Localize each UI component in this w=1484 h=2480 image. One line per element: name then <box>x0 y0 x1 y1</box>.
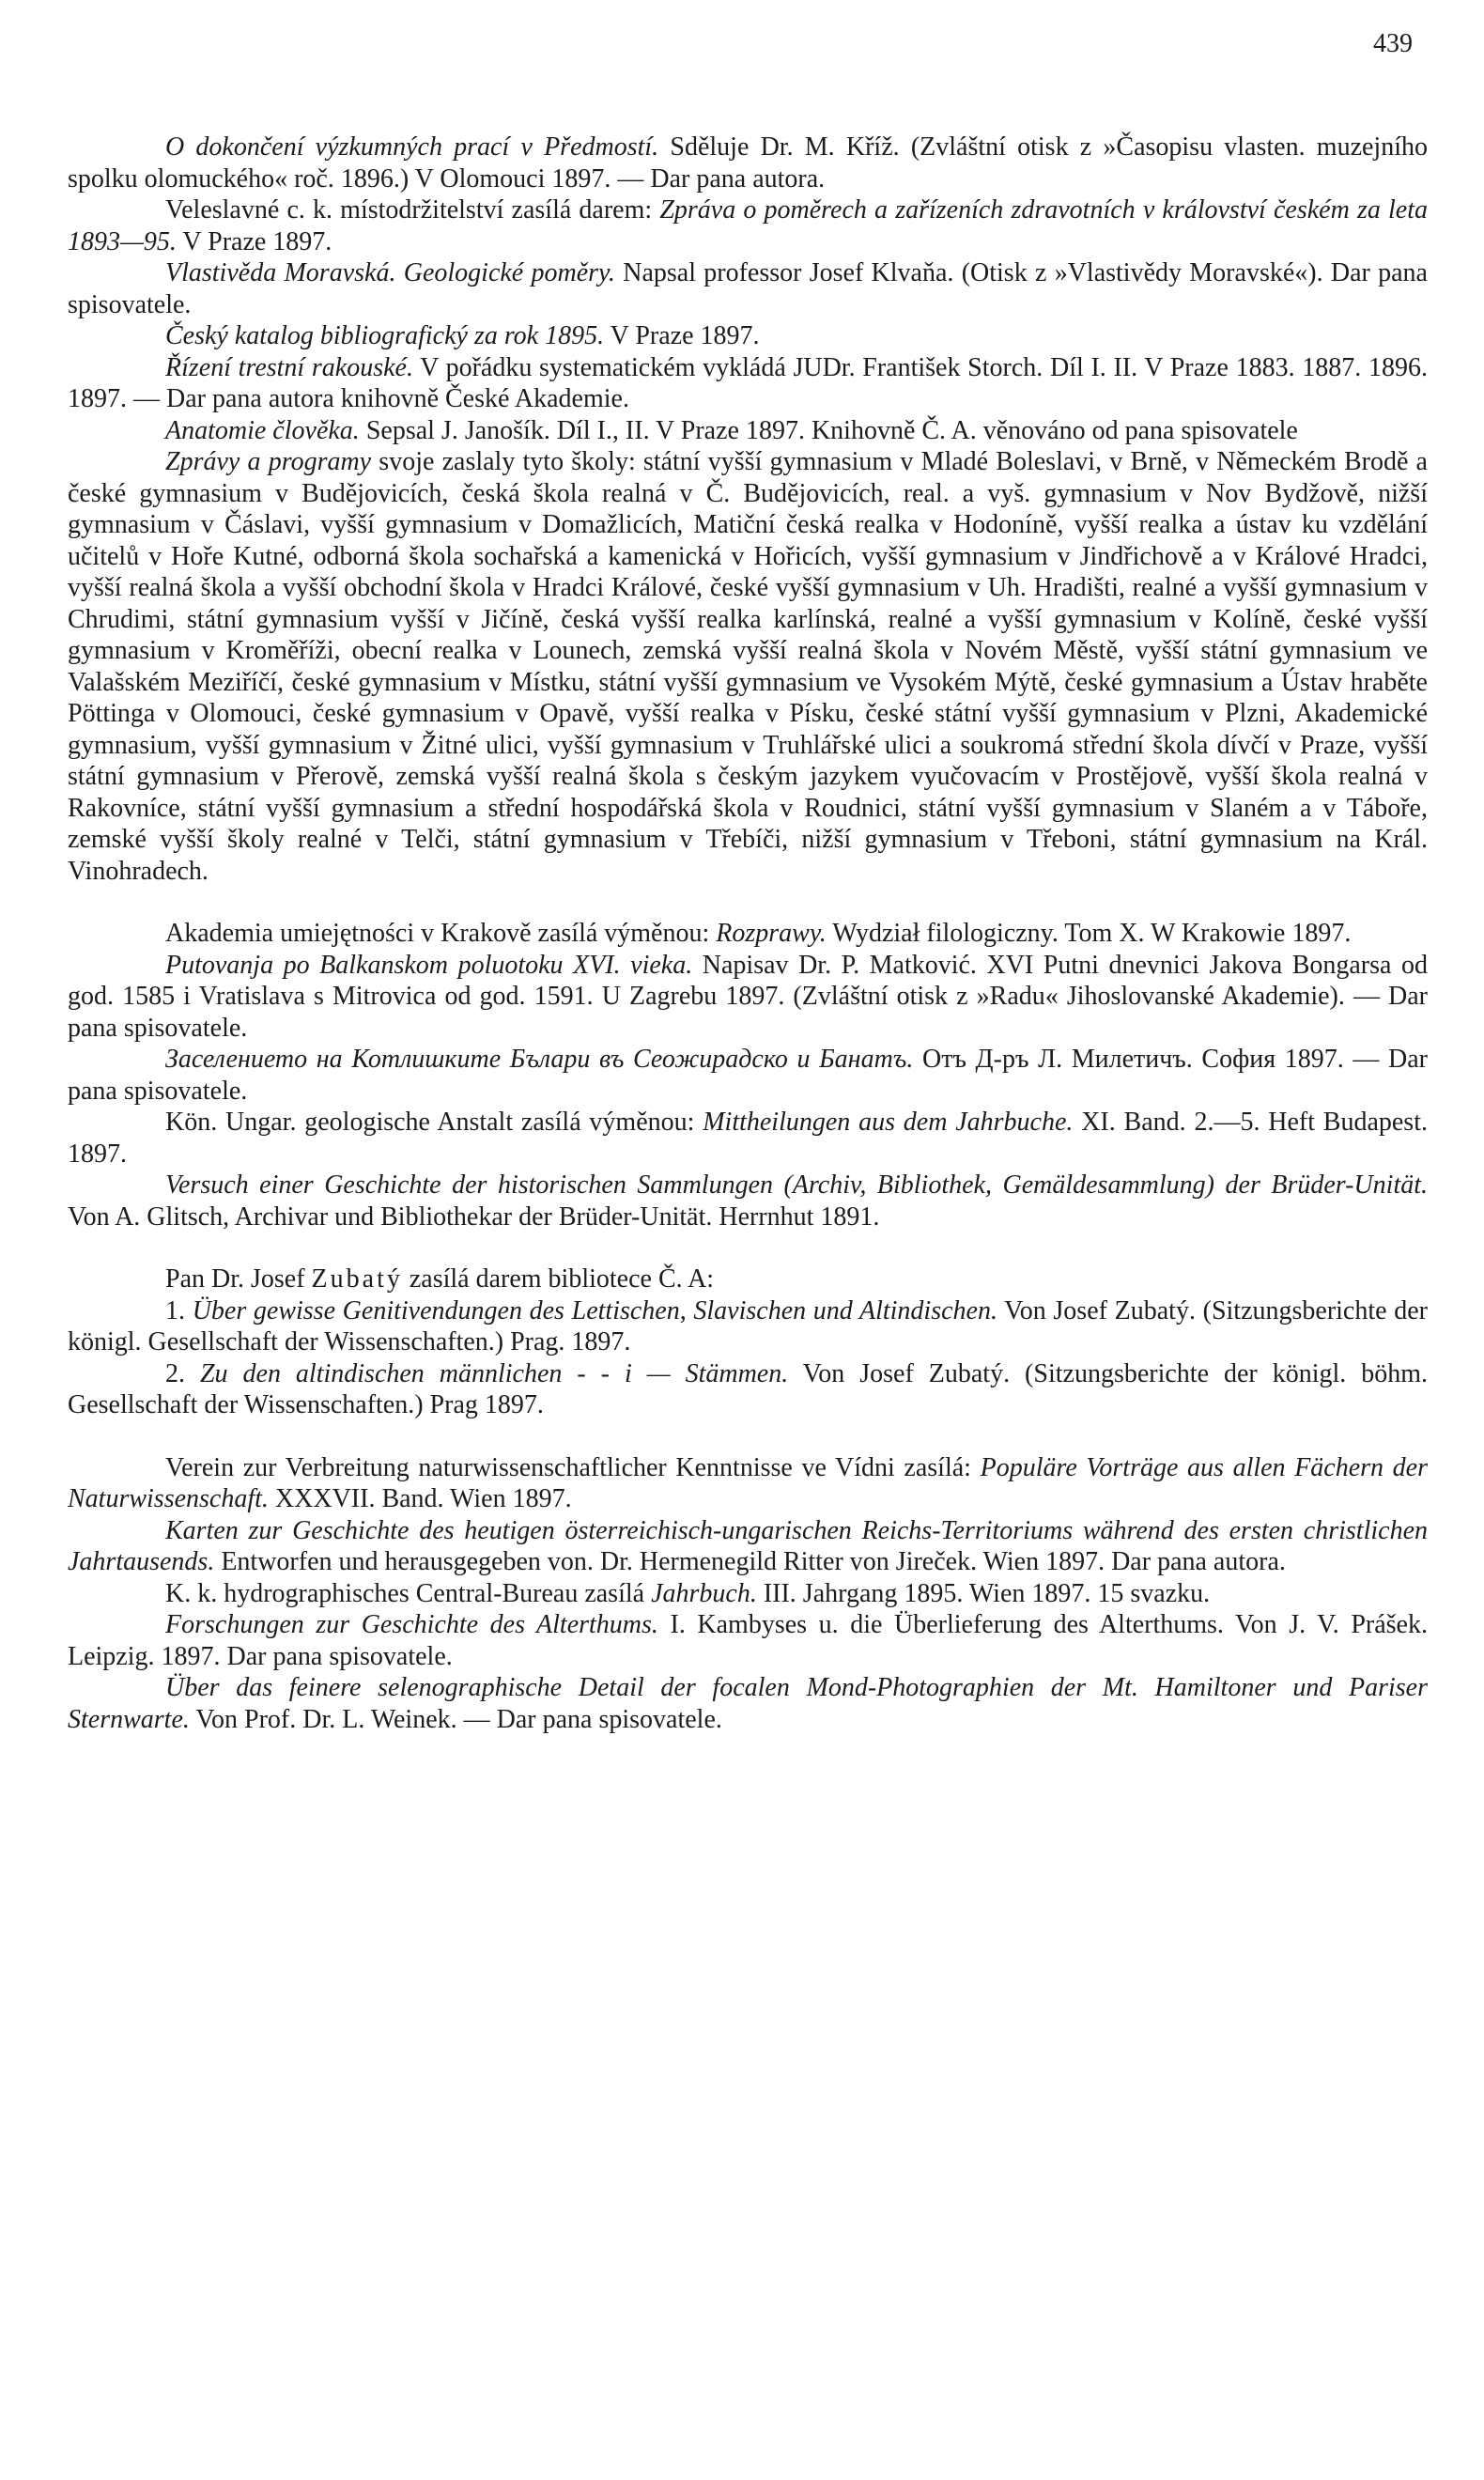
entry-text: V Praze 1897. <box>604 321 760 350</box>
entry-text: svoje zaslaly tyto školy: státní vyšší gymnasium v Mladé Boleslavi, v Brně, v Německém Brodě a české gymnasium v Budějovicích, česká škola realná v Č. Budějovicích, real. a vyš. gymnasium v Nov Bydžově, nižší gymnasium v Čáslavi, vyšší gymnasium v Domažlicích, Matiční česká realka v Hodoníně, vyšší realka a ústav ku vzdělání učitelů v Hoře Kutné, odborná škola sochařská a kamenická v Hořicích, vyšší gymnasium v Jindřichově a v Králové Hradci, vyšší realná škola a vyšší obchodní škola v Hradci Králové, české vyšší gymnasium v Uh. Hradišti, realné a vyšší gymnasium v Chrudimi, státní gymnasium vyšší v Jičíně, česká vyšší realka karlínská, realné a vyšší gymnasium v Kolíně, české vyšší gymnasium v Kroměříži, obecní realka v Lounech, zemská vyšší realná škola v Novém Městě, vyšší státní gymnasium ve Valašském Meziříčí, české gymnasium v Místku, státní vyšší gymnasium ve Vysokém Mýtě, české gymnasium a Ústav hraběte Pöttinga v Olomouci, české gymnasium v Opavě, vyšší realka v Písku, české státní vyšší gymnasium v Plzni, Akademické gymnasium, vyšší gymnasium v Žitné ulici, vyšší gymnasium v Truhlářské ulici a soukromá střední škola dívčí v Praze, vyšší státní gymnasium v Přerově, zemská vyšší realná škola s českým jazykem vyučovacím v Prostějově, vyšší škola realná v Rakovníce, státní vyšší gymnasium a střední hospodářská škola v Roudnici, státní vyšší gymnasium v Slaném a v Táboře, zemské vyšší školy realné v Telči, státní gymnasium v Třebíči, nižší gymnasium v Třeboni, státní gymnasium na Král. Vinohradech. <box>68 447 1428 886</box>
entry-text: Wydział filologiczny. Tom X. W Krakowie 1897. <box>826 919 1352 948</box>
entry-title: Anatomie člověka. <box>165 415 360 445</box>
bibliography-entry <box>68 918 1428 950</box>
entry-title: Řízení trestní rakouské. <box>165 352 413 382</box>
entry-text: Von Josef Zubatý. (Sitzungsberichte der königl. böhm. Gesellschaft der Wissenschaften.) Prag 1897. <box>68 1358 1429 1419</box>
entry-title: Заселението на Котлишките Бълари въ Сеожирадско и Банатъ. <box>165 1045 914 1074</box>
bibliography-entry <box>68 950 1428 1045</box>
bibliography-entry <box>68 352 1428 415</box>
entry-text: zasílá darem bibliotece Č. A: <box>402 1264 715 1294</box>
bibliography-entry <box>68 257 1428 320</box>
section-gap <box>68 1421 1428 1452</box>
section-gap <box>68 1232 1428 1263</box>
entry-title: Forschungen zur Geschichte des Alterthums. <box>165 1610 658 1639</box>
entry-text: Von Josef Zubatý. (Sitzungsberichte der königl. Gesellschaft der Wissenschaften.) Prag. 1897. <box>68 1295 1428 1356</box>
entry-text: Napisav Dr. P. Matković. XVI Putni dnevnici Jakova Bongarsa od god. 1585 i Vratislava s Mitrovica od god. 1591. U Zagrebu 1897. (Zvláštní otisk z »Radu« Jihoslovanské Akademie). — Dar pana spisovatele. <box>68 950 1428 1043</box>
entry-text: Sepsal J. Janošík. Díl I., II. V Praze 1897. Knihovně Č. A. věnováno od pana spisovatele <box>359 415 1298 445</box>
entry-text: XI. Band. 2.—5. Heft Budapest. 1897. <box>68 1108 1428 1169</box>
entry-text: Kön. Ungar. geologische Anstalt zasílá výměnou: <box>165 1108 703 1137</box>
entry-text: I. Kambyses u. die Überlieferung des Alterthums. Von J. V. Prášek. Leipzig. 1897. Dar pana spisovatele. <box>68 1610 1428 1671</box>
entry-text: Akademia umiejętności v Krakově zasílá výměnou: <box>165 919 717 948</box>
entry-text: III. Jahrgang 1895. Wien 1897. 15 svazku. <box>756 1578 1211 1608</box>
bibliography-entry <box>68 1672 1428 1735</box>
bibliography-entry <box>68 1578 1428 1610</box>
entry-title: Vlastivěda Moravská. Geologické poměry. <box>165 258 615 287</box>
bibliography-entry <box>68 446 1428 887</box>
spaced-name: Zubatý <box>311 1264 403 1294</box>
bibliography-entry <box>68 1515 1428 1578</box>
entry-title: Über gewisse Genitivendungen des Lettischen, Slavischen und Altindischen. <box>192 1295 997 1325</box>
bibliography-entry <box>68 1295 1428 1358</box>
entry-text: K. k. hydrographisches Central-Bureau zasílá <box>165 1578 652 1608</box>
entry-title: O dokončení výzkumných prací v Předmostí. <box>165 132 659 162</box>
entry-title: Zprávy a programy <box>165 447 372 476</box>
entry-text: Entworfen und herausgegeben von. Dr. Hermenegild Ritter von Jireček. Wien 1897. Dar pana autora. <box>214 1547 1286 1576</box>
entry-text: Sděluje Dr. M. Kříž. (Zvláštní otisk z »Časopisu vlasten. muzejního spolku olomuckého« roč. 1896.) V Olomouci 1897. — Dar pana autora. <box>68 132 1428 194</box>
bibliography-entry <box>68 1044 1428 1107</box>
text-column <box>68 132 1428 1735</box>
entry-title: Versuch einer Geschichte der historischen Sammlungen (Archiv, Bibliothek, Gemäldesammlung) der Brüder-Unität. <box>165 1170 1428 1200</box>
entry-title: Zu den altindischen männlichen - - i — Stämmen. <box>199 1358 789 1388</box>
page-number: 439 <box>1373 29 1413 58</box>
entry-text: Verein zur Verbreitung naturwissenschaftlicher Kenntnisse ve Vídni zasílá: <box>165 1452 981 1482</box>
bibliography-entry <box>68 1263 1428 1295</box>
bibliography-entry <box>68 1170 1428 1232</box>
entry-text: XXXVII. Band. Wien 1897. <box>268 1484 572 1513</box>
section-gap <box>68 887 1428 918</box>
entry-title: Rozprawy. <box>716 919 827 948</box>
entry-text: Veleslavné c. k. místodržitelství zasílá darem: <box>165 195 660 225</box>
bibliography-entry <box>68 415 1428 447</box>
entry-text: Отъ Д-ръ Л. Милетичъ. София 1897. — Dar pana spisovatele. <box>68 1045 1428 1106</box>
entry-title: Jahrbuch. <box>651 1578 757 1608</box>
bibliography-entry <box>68 132 1428 194</box>
bibliography-entry <box>68 1452 1428 1515</box>
entry-text: V Praze 1897. <box>176 226 332 256</box>
entry-text: Napsal professor Josef Klvaňa. (Otisk z »Vlastivědy Moravské«). Dar pana spisovatele. <box>68 258 1428 319</box>
entry-text: Von A. Glitsch, Archivar und Bibliothekar der Brüder-Unität. Herrnhut 1891. <box>68 1201 880 1232</box>
bibliography-entry <box>68 194 1428 257</box>
bibliography-entry <box>68 1107 1428 1170</box>
entry-title: Český katalog bibliografický za rok 1895. <box>165 321 605 350</box>
entry-title: Putovanja po Balkanskom poluotoku XVI. vieka. <box>165 950 693 980</box>
entry-text: 2. <box>165 1358 200 1388</box>
entry-title: Populäre Vorträge aus allen Fächern der Naturwissenschaft. <box>68 1452 1429 1513</box>
bibliography-entry <box>68 1358 1428 1421</box>
entry-text: Pan Dr. Josef <box>165 1264 312 1294</box>
bibliography-entry <box>68 1609 1428 1672</box>
entry-title: Zpráva o poměrech a zařízeních zdravotních v království českém za leta 1893—95. <box>68 195 1428 256</box>
entry-text: V pořádku systematickém vykládá JUDr. František Storch. Díl I. II. V Praze 1883. 1887. 1896. 1897. — Dar pana autora knihovně České Akademie. <box>68 352 1428 413</box>
entry-text: 1. <box>165 1295 193 1325</box>
entry-title: Mittheilungen aus dem Jahrbuche. <box>703 1108 1074 1137</box>
bibliography-entry <box>68 320 1428 352</box>
entry-title: Über das feinere selenographische Detail der focalen Mond-Photographien der Mt. Hamiltoner und Pariser Sternwarte. <box>68 1673 1428 1734</box>
entry-text: Von Prof. Dr. L. Weinek. — Dar pana spisovatele. <box>189 1704 722 1734</box>
entry-title: Karten zur Geschichte des heutigen österreichisch-ungarischen Reichs-Territoriums während des ersten christlichen Jahrtausends. <box>68 1515 1428 1576</box>
